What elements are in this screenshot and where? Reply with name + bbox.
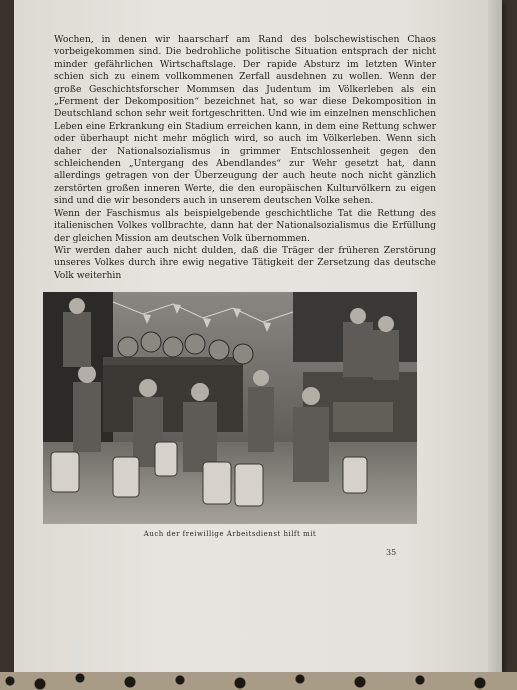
photograph-labor-service bbox=[43, 292, 417, 524]
book-page bbox=[14, 0, 502, 672]
paragraph-3: Wir werden daher auch nicht dulden, daß die Träger der früheren Zerstörung unseres Volkes durch ihre ewig negative Tätigkeit der Zersetzung das deutsche Volk weiterhin bbox=[54, 244, 436, 281]
page-edge bbox=[488, 0, 502, 672]
paragraph-1: Wochen, in denen wir haarscharf am Rand des bolschewistischen Chaos vorbeigekommen sind. Die bedrohliche politische Situation entsprach der nicht minder gefährlichen Wirtschaftslage. Der rapide Absturz im letzten Winter schien sich zu einem vollkommenen Zerfall ausdehnen zu wollen. Wenn der große Geschichtsforscher Mommsen das Judentum im Völkerleben als ein „Ferment der Dekomposition“ bezeichnet hat, so war diese Dekomposition in Deutschland schon sehr weit fortgeschritten. Und wie im einzelnen menschlichen Leben eine Erkrankung ein Stadium erreichen kann, in dem eine Rettung schwer oder überhaupt nicht mehr möglich wird, so auch im Völkerleben. Wenn sich daher der Nationalsozialismus in grimmer Entschlossenheit gegen den schleichenden „Untergang des Abendlandes“ zur Wehr gesetzt hat, dann allerdings getragen von der Überzeugung der auch heute noch nicht gänzlich zerstörten großen inneren Werte, die den europäischen Kulturvölkern zu eigen sind und die wir besonders auch in unserem deutschen Volke sehen. bbox=[54, 34, 436, 207]
fabric-strip bbox=[0, 672, 517, 690]
photo-caption: Auch der freiwillige Arbeitsdienst hilft mit bbox=[143, 530, 317, 538]
paragraph-2: Wenn der Faschismus als beispielgebende geschichtliche Tat die Rettung des italienischen Volkes vollbrachte, dann hat der Nationalsozialismus die Erfüllung der gleichen Mission am deutschen Volk übernommen. bbox=[54, 207, 436, 244]
page-number: 35 bbox=[386, 548, 397, 557]
body-text bbox=[54, 34, 436, 282]
